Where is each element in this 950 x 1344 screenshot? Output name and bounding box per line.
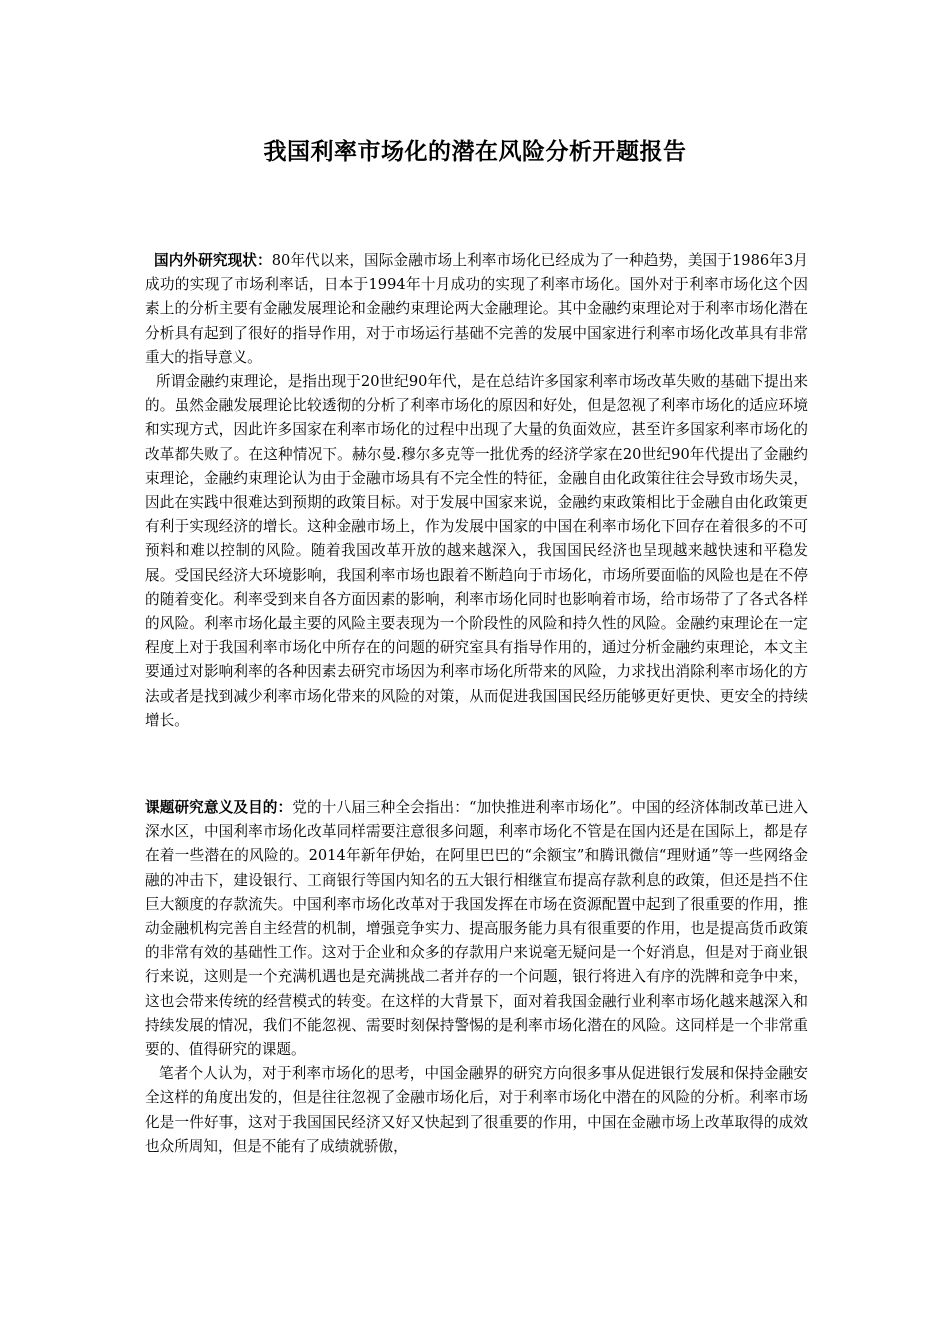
- paragraph: [145, 796, 808, 1062]
- section-heading: 课题研究意义及目的：: [145, 799, 293, 816]
- paragraph: [145, 249, 808, 370]
- paragraph: 所谓金融约束理论，是指出现于20世纪90年代，是在总结许多国家利率市场改革失败的基础下提出来的。虽然金融发展理论比较透彻的分析了利率市场化的原因和好处，但是忽视了利率市场化的适应环境和实现方式，因此许多国家在利率市场化的过程中出现了大量的负面效应，甚至许多国家利率市场化的改革都失败了。在这种情况下。赫尔曼.穆尔多克等一批优秀的经济学家在20世纪90年代提出了金融约束理论，金融约束理论认为由于金融市场具有不完全性的特征，金融自由化政策往往会导致市场失灵，因此在实践中很难达到预期的政策目标。对于发展中国家来说，金融约束政策相比于金融自由化政策更有利于实现经济的增长。这种金融市场上，作为发展中国家的中国在利率市场化下回存在着很多的不可预料和难以控制的风险。随着我国改革开放的越来越深入，我国国民经济也呈现越来越快速和平稳发展。受国民经济大环境影响，我国利率市场也跟着不断趋向于市场化，市场所要面临的风险也是在不停的随着变化。利率受到来自各方面因素的影响，利率市场化同时也影响着市场，给市场带了了各式各样的风险。利率市场化最主要的风险主要表现为一个阶段性的风险和持久性的风险。金融约束理论在一定程度上对于我国利率市场化中所存在的问题的研究室具有指导作用的，通过分析金融约束理论，本文主要通过对影响利率的各种因素去研究市场因为利率市场化所带来的风险，力求找出消除利率市场化的方法或者是找到减少利率市场化带来的风险的对策，从而促进我国国民经历能够更好更快、更安全的持续增长。: [145, 373, 808, 729]
- paragraph-text: 党的十八届三种全会指出：“加快推进利率市场化”。中国的经济体制改革已进入深水区，中国利率市场化改革同样需要注意很多问题，利率市场化不管是在国内还是在国际上，都是存在着一些潜在的风险的。2014年新年伊始，在阿里巴巴的“余额宝”和腾讯微信“理财通”等一些网络金融的冲击下，建设银行、工商银行等国内知名的五大银行相继宣布提高存款利息的政策，但还是挡不住巨大额度的存款流失。中国利率市场化改革对于我国发挥在市场在资源配置中起到了很重要的作用，推动金融机构完善自主经营的机制，增强竞争实力、提高服务能力具有很重要的作用，也是提高货币政策的非常有效的基础性工作。这对于企业和众多的存款用户来说毫无疑问是一个好消息，但是对于商业银行来说，这则是一个充满机遇也是充满挑战二者并存的一个问题，银行将进入有序的洗牌和竞争中来，这也会带来传统的经营模式的转变。在这样的大背景下，面对着我国金融行业利率市场化越来越深入和持续发展的情况，我们不能忽视、需要时刻保持警惕的是利率市场化潜在的风险。这同样是一个非常重要的、值得研究的课题。: [145, 799, 808, 1059]
- section-research-significance: [145, 796, 808, 1159]
- section-research-status: [145, 249, 808, 733]
- section-heading: 国内外研究现状：: [154, 252, 272, 269]
- paragraph: 笔者个人认为，对于利率市场化的思考，中国金融界的研究方向很多事从促进银行发展和保持金融安全这样的角度出发的，但是往往忽视了金融市场化后，对于利率市场化中潜在的风险的分析。利率市场化是一件好事，这对于我国国民经济又好又快起到了很重要的作用，中国在金融市场上改革取得的成效也众所周知，但是不能有了成绩就骄傲，: [145, 1065, 808, 1155]
- paragraph-text: 80年代以来，国际金融市场上利率市场化已经成为了一种趋势，美国于1986年3月成功的实现了市场利率话，日本于1994年十月成功的实现了利率市场化。国外对于利率市场化这个因素上的分析主要有金融发展理论和金融约束理论两大金融理论。其中金融约束理论对于利率市场化潜在分析具有起到了很好的指导作用，对于市场运行基础不完善的发展中国家进行利率市场化改革具有非常重大的指导意义。: [145, 252, 808, 366]
- document-title: 我国利率市场化的潜在风险分析开题报告: [263, 138, 687, 165]
